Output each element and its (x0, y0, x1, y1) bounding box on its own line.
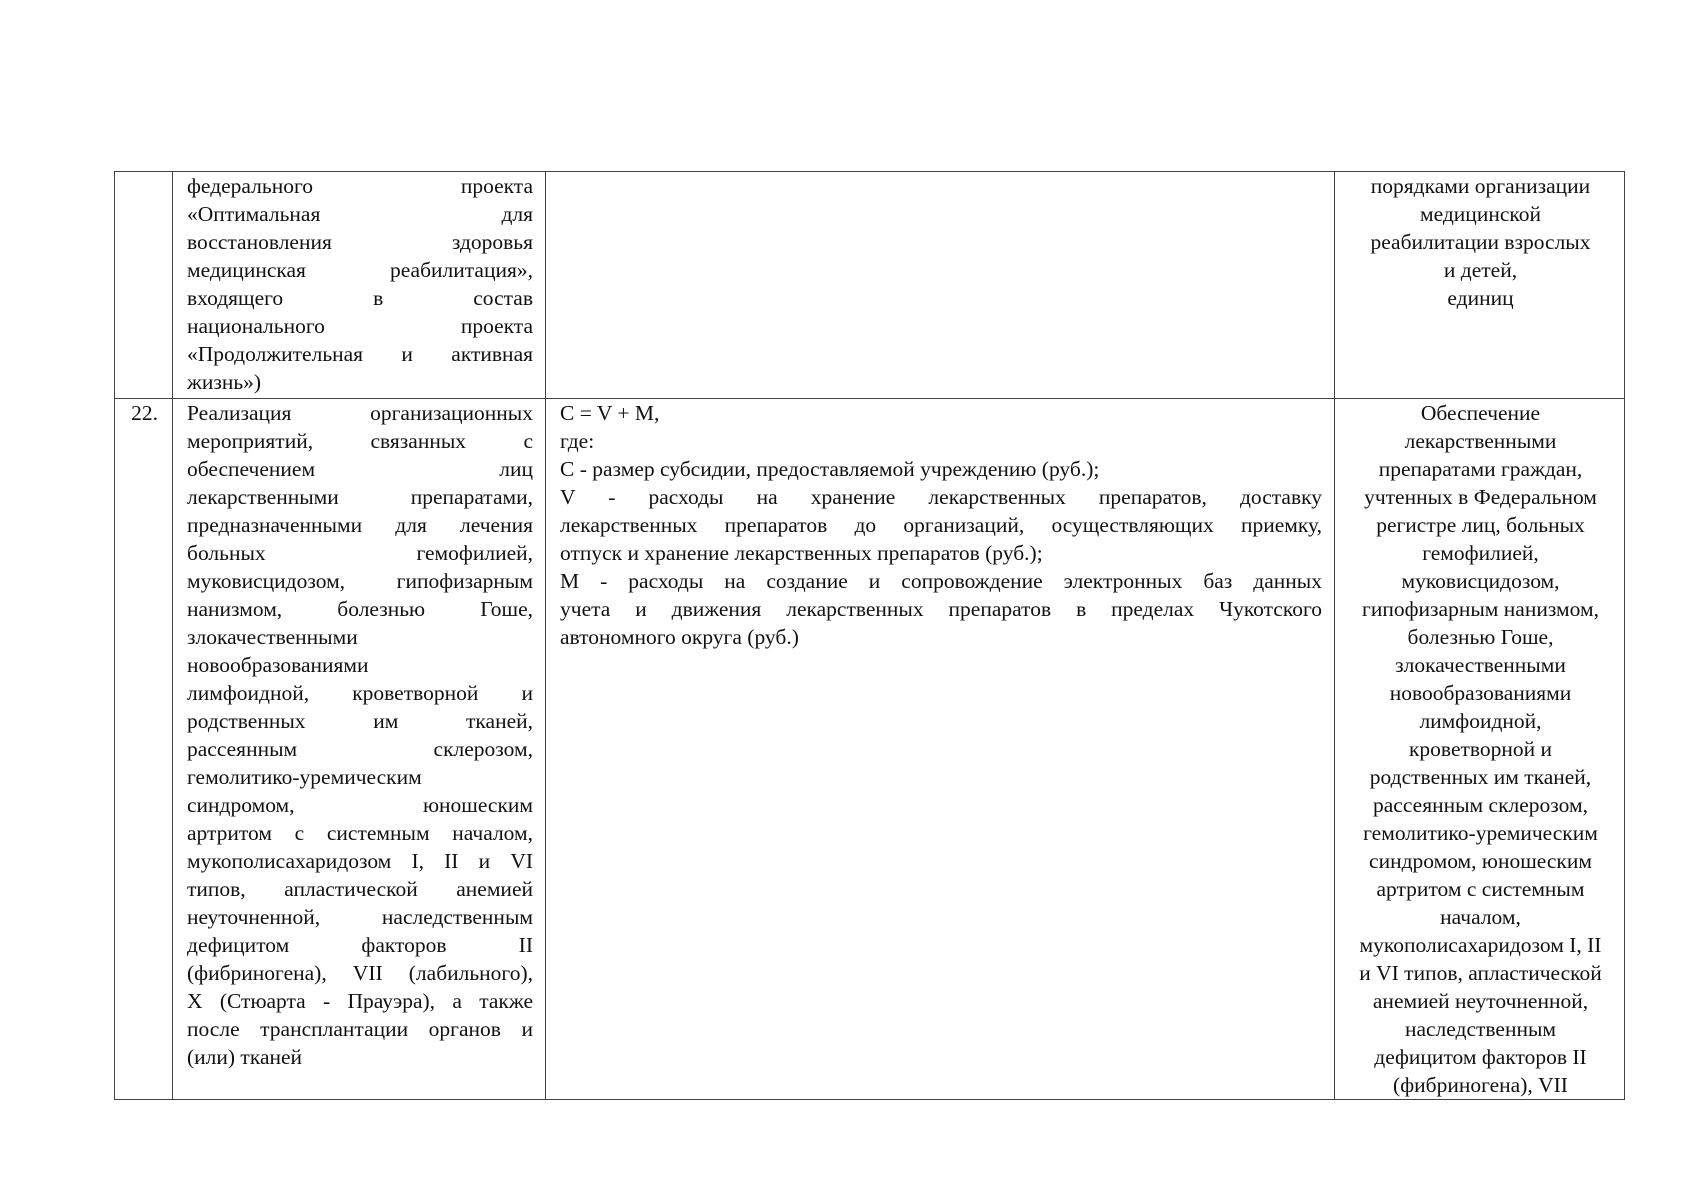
formula-line: V - расходы на хранение лекарственных препаратов, доставку (560, 485, 1322, 509)
activity-name-line: муковисцидозом, гипофизарным (187, 569, 533, 593)
activity-name-line: дефицитом факторов II (187, 933, 533, 957)
activity-name-line: нанизмом, болезнью Гоше, (187, 597, 533, 621)
activity-name-line: X (Стюарта - Прауэра), а также (187, 989, 533, 1013)
formula-cell (546, 399, 1335, 1100)
formula-line: C = V + M, (560, 401, 660, 425)
activity-name-line: родственных им тканей, (187, 709, 533, 733)
activity-name-cell (173, 399, 546, 1100)
table-row (115, 172, 1625, 399)
formula-line: автономного округа (руб.) (560, 625, 799, 649)
activity-name-line: мукополисахаридозом I, II и VI (187, 849, 533, 873)
indicator-line: (фибриногена), VII (1393, 1073, 1568, 1097)
table-body (115, 172, 1625, 1100)
indicator-line: реабилитации взрослых (1370, 230, 1591, 254)
row-number-cell (115, 172, 173, 399)
activity-name-line: федерального проекта (187, 174, 533, 198)
indicator-line: артритом с системным (1376, 877, 1585, 901)
activity-name-line: новообразованиями (187, 653, 369, 677)
activity-name-line: «Продолжительная и активная (187, 342, 533, 366)
activity-name-line: восстановления здоровья (187, 230, 533, 254)
activity-name-line: (фибриногена), VII (лабильного), (187, 961, 533, 985)
indicator-line: единиц (1447, 286, 1514, 310)
indicator-line: учтенных в Федеральном (1364, 485, 1597, 509)
indicator-line: и детей, (1443, 258, 1518, 282)
activity-name-line: (или) тканей (187, 1045, 303, 1069)
formula-line: где: (560, 429, 595, 453)
activity-name-line: мероприятий, связанных с (187, 429, 533, 453)
indicator-line: рассеянным склерозом, (1373, 793, 1588, 817)
indicator-line: гипофизарным нанизмом, (1362, 597, 1599, 621)
indicator-line: дефицитом факторов II (1374, 1045, 1587, 1069)
activity-name-line: больных гемофилией, (187, 541, 533, 565)
activity-name-cell (173, 172, 546, 399)
indicator-line: Обеспечение (1420, 401, 1541, 425)
indicator-line: синдромом, юношеским (1369, 849, 1592, 873)
formula-line: C - размер субсидии, предоставляемой учреждению (руб.); (560, 457, 1100, 481)
indicator-line: муковисцидозом, (1401, 569, 1560, 593)
indicator-line: болезнью Гоше, (1407, 625, 1554, 649)
activity-name-line: «Оптимальная для (187, 202, 533, 226)
activity-name-line: рассеянным склерозом, (187, 737, 533, 761)
indicator-line: лимфоидной, (1419, 709, 1542, 733)
activity-name-line: обеспечением лиц (187, 457, 533, 481)
indicator-cell (1335, 172, 1625, 399)
activity-name-line: входящего в состав (187, 286, 533, 310)
activity-name-line: предназначенными для лечения (187, 513, 533, 537)
activity-name-line: лимфоидной, кроветворной и (187, 681, 533, 705)
indicator-line: кроветворной и (1408, 737, 1553, 761)
formula-cell (546, 172, 1335, 399)
row-number-cell: 22. (115, 399, 173, 1100)
activity-name-line: медицинская реабилитация», (187, 258, 533, 282)
table-row (115, 399, 1625, 1100)
indicator-line: порядками организации (1370, 174, 1591, 198)
indicator-line: препаратами граждан, (1378, 457, 1583, 481)
formula-line: лекарственных препаратов до организаций, осуществляющих приемку, (560, 513, 1322, 537)
indicator-line: медицинской (1420, 202, 1541, 226)
activity-name-line: лекарственными препаратами, (187, 485, 533, 509)
indicator-line: регистре лиц, больных (1376, 513, 1585, 537)
formula-line: отпуск и хранение лекарственных препаратов (руб.); (560, 541, 1043, 565)
indicator-line: злокачественными (1395, 653, 1566, 677)
formula-line: учета и движения лекарственных препаратов в пределах Чукотского (560, 597, 1322, 621)
indicator-line: гемолитико-уремическим (1363, 821, 1598, 845)
activity-name-line: неуточненной, наследственным (187, 905, 533, 929)
activity-name-line: после трансплантации органов и (187, 1017, 533, 1041)
activity-name-line: злокачественными (187, 625, 358, 649)
activity-name-line: Реализация организационных (187, 401, 533, 425)
indicator-line: мукополисахаридозом I, II (1359, 933, 1602, 957)
formula-line: M - расходы на создание и сопровождение электронных баз данных (560, 569, 1322, 593)
indicator-line: и VI типов, апластической (1359, 961, 1602, 985)
activity-name-line: артритом с системным началом, (187, 821, 533, 845)
indicator-line: лекарственными (1404, 429, 1557, 453)
indicator-line: гемофилией, (1422, 541, 1539, 565)
subsidy-table (114, 171, 1625, 1100)
activity-name-line: типов, апластической анемией (187, 877, 533, 901)
activity-name-line: национального проекта (187, 314, 533, 338)
indicator-line: наследственным (1404, 1017, 1557, 1041)
activity-name-line: синдромом, юношеским (187, 793, 533, 817)
activity-name-line: гемолитико-уремическим (187, 765, 422, 789)
indicator-line: родственных им тканей, (1369, 765, 1592, 789)
indicator-line: началом, (1440, 905, 1521, 929)
activity-name-line: жизнь») (187, 370, 262, 394)
indicator-line: новообразованиями (1389, 681, 1572, 705)
indicator-line: анемией неуточненной, (1372, 989, 1589, 1013)
indicator-cell (1335, 399, 1625, 1100)
